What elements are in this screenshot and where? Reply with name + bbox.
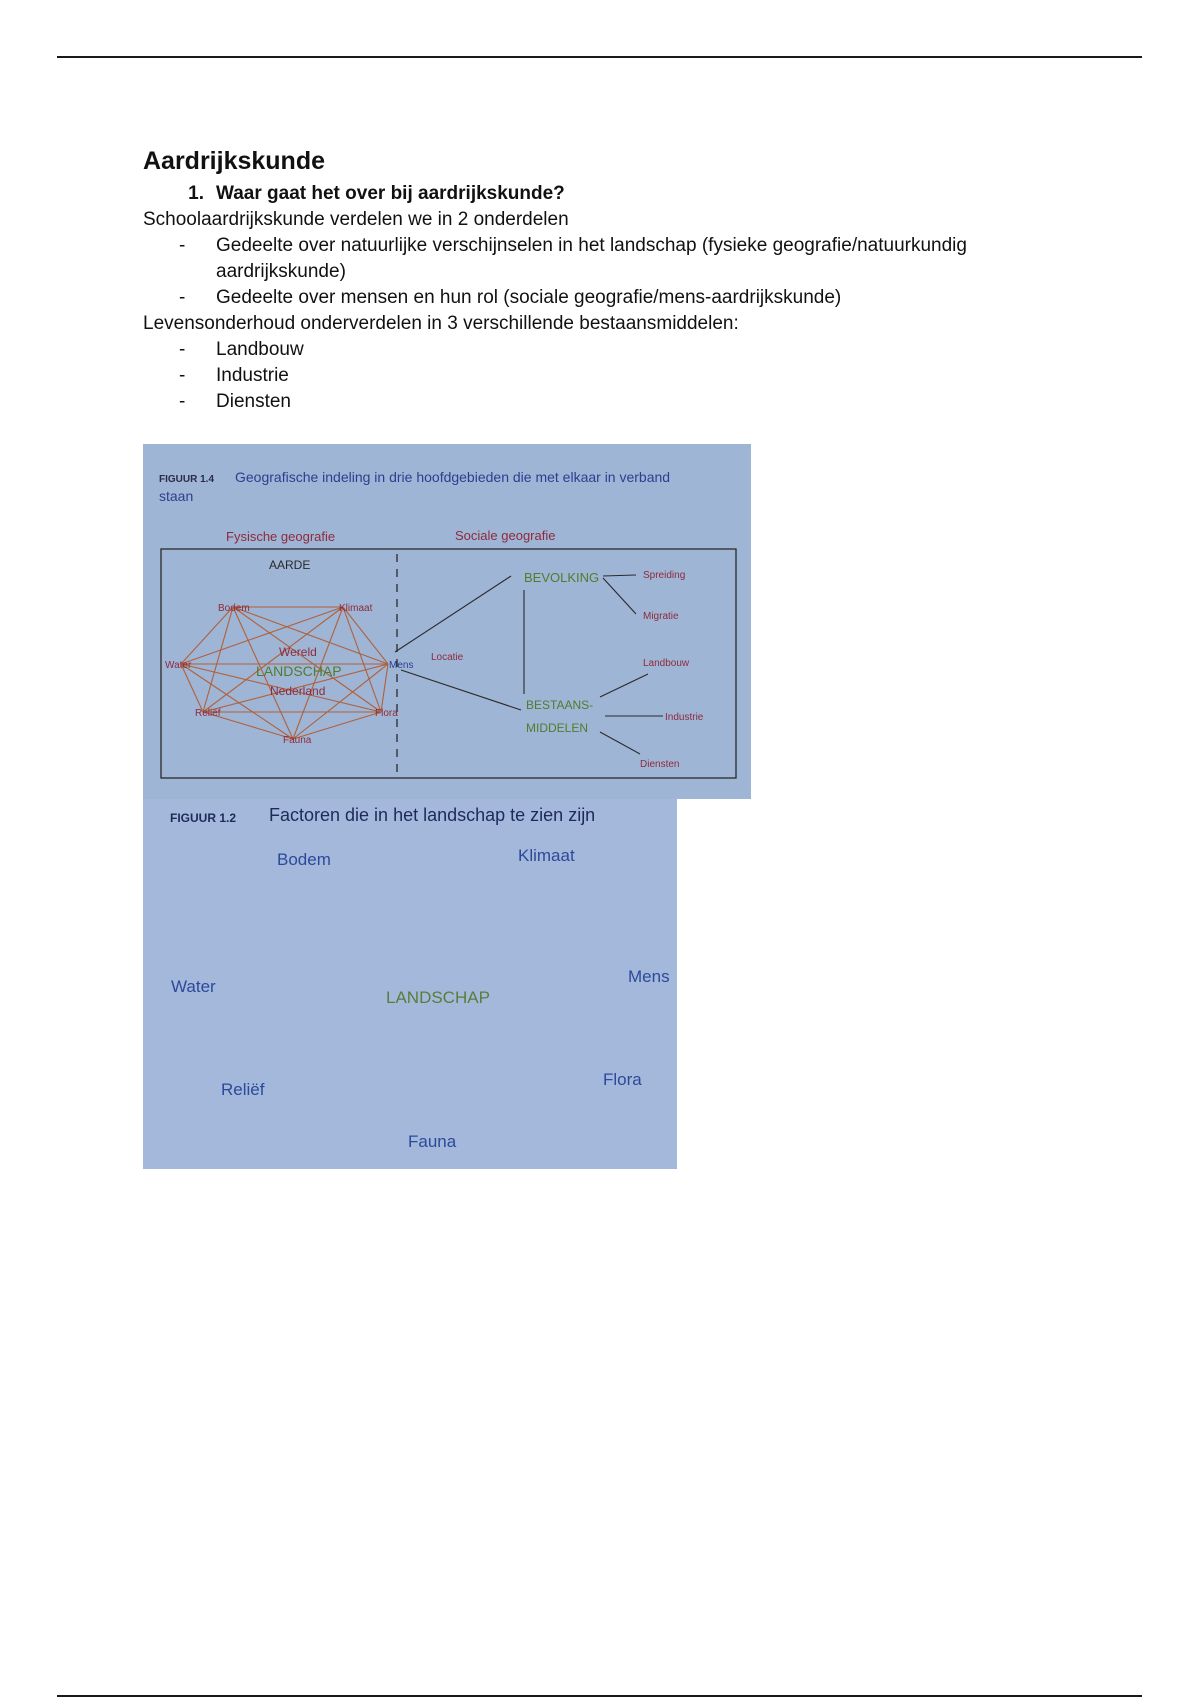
- list-item: - Diensten: [179, 391, 291, 412]
- factor-fauna: Fauna: [408, 1132, 457, 1151]
- factor-bodem: Bodem: [277, 850, 331, 869]
- node-bevolking: BEVOLKING: [524, 570, 600, 585]
- node-spreiding: Spreiding: [643, 570, 686, 581]
- list-item: - Gedeelte over natuurlijke verschijnselen in het landschap (fysieke geografie/natuurkundig aardrijkskunde): [179, 235, 967, 282]
- factor-water: Water: [171, 977, 216, 996]
- factor-flora: Flora: [603, 1070, 642, 1089]
- node-landbouw: Landbouw: [643, 658, 690, 669]
- figure-1-4-photo: [143, 444, 751, 799]
- section-title: Waar gaat het over bij aardrijkskunde?: [216, 183, 565, 204]
- node-water: Water: [165, 660, 192, 671]
- node-migratie: Migratie: [643, 611, 679, 622]
- figure-caption: Factoren die in het landschap te zien zijn: [269, 805, 596, 825]
- document-body: [143, 145, 1093, 415]
- list-item: - Industrie: [179, 365, 289, 386]
- footer-rule: [57, 1695, 1142, 1697]
- factor-relief: Reliëf: [221, 1080, 265, 1099]
- node-mens: Mens: [389, 660, 414, 671]
- paragraph-2: Levensonderhoud onderverdelen in 3 verschillende bestaansmiddelen:: [143, 313, 739, 334]
- list-onderdelen: [143, 233, 1093, 311]
- section-number: 1.: [188, 183, 204, 204]
- factor-klimaat: Klimaat: [518, 846, 575, 865]
- node-nederland: Nederland: [270, 684, 326, 698]
- node-relief: Reliëf: [195, 708, 221, 719]
- node-klimaat: Klimaat: [339, 603, 373, 614]
- figure-caption-line2: staan: [159, 488, 194, 504]
- node-middelen: MIDDELEN: [526, 721, 589, 735]
- figure-label: FIGUUR 1.2: [170, 811, 237, 825]
- figure-caption-line1: Geografische indeling in drie hoofdgebieden die met elkaar in verband: [235, 469, 671, 485]
- list-item: - Gedeelte over mensen en hun rol (sociale geografie/mens-aardrijkskunde): [179, 287, 842, 308]
- list-bestaansmiddelen: [143, 337, 1093, 415]
- list-item: - Landbouw: [179, 339, 304, 360]
- page-title: Aardrijkskunde: [143, 147, 326, 175]
- node-locatie: Locatie: [431, 652, 464, 663]
- node-industrie: Industrie: [665, 712, 704, 723]
- factor-landschap: LANDSCHAP: [386, 988, 490, 1007]
- node-landschap: LANDSCHAP: [256, 663, 342, 679]
- node-bestaans: BESTAANS-: [526, 698, 594, 712]
- figure-1-2-diagram: [143, 799, 677, 1169]
- node-flora: Flora: [375, 708, 398, 719]
- section-heading: [143, 181, 1093, 207]
- node-bodem: Bodem: [218, 603, 250, 614]
- figure-1-2-photo: [143, 799, 677, 1169]
- figure-label: FIGUUR 1.4: [159, 474, 215, 485]
- col-label-sociaal: Sociale geografie: [455, 528, 556, 543]
- factor-mens: Mens: [628, 967, 670, 986]
- node-fauna: Fauna: [283, 735, 312, 746]
- node-aarde: AARDE: [269, 558, 311, 572]
- node-diensten: Diensten: [640, 759, 680, 770]
- node-wereld: Wereld: [279, 645, 317, 659]
- paragraph-1: Schoolaardrijkskunde verdelen we in 2 onderdelen: [143, 209, 569, 230]
- header-rule: [57, 56, 1142, 58]
- col-label-fysisch: Fysische geografie: [226, 529, 336, 544]
- figure-1-4-diagram: [143, 444, 751, 799]
